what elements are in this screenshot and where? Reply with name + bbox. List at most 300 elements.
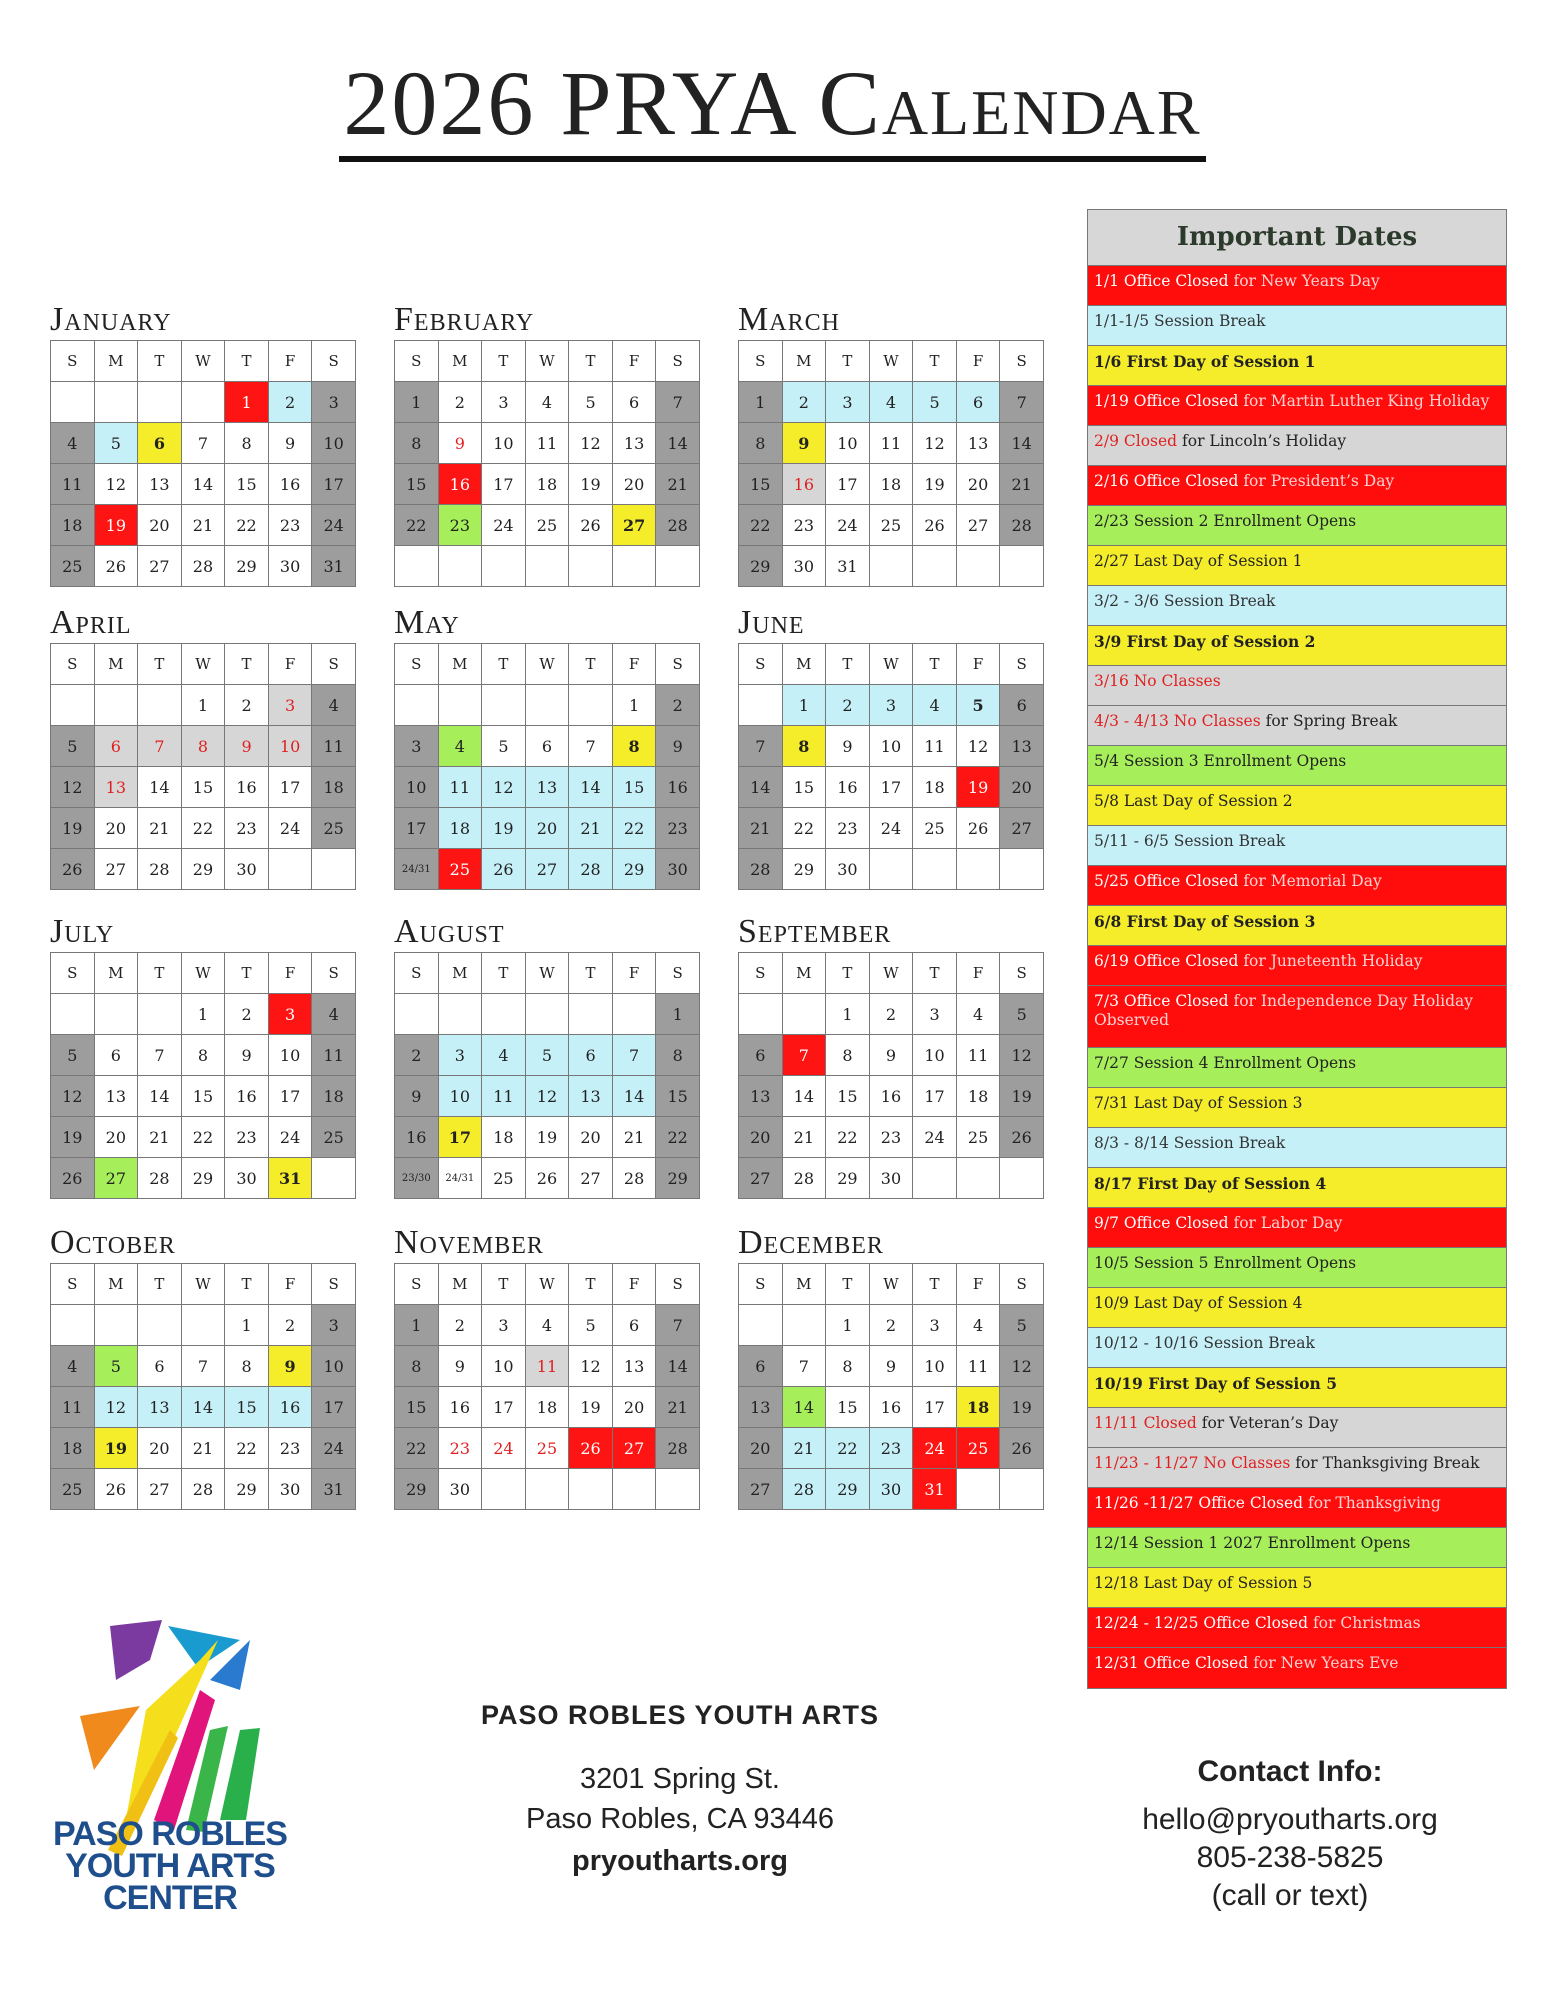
day-cell: 23	[268, 1428, 312, 1469]
day-header: S	[51, 341, 95, 382]
day-cell: 31	[268, 1158, 312, 1199]
day-cell: 2	[395, 1035, 439, 1076]
day-cell: 19	[525, 1117, 569, 1158]
day-cell: 25	[51, 546, 95, 587]
day-cell: 30	[656, 849, 700, 890]
day-header: T	[138, 341, 182, 382]
day-cell: 5	[1000, 1305, 1044, 1346]
day-cell: 20	[94, 1117, 138, 1158]
day-cell: 29	[181, 1158, 225, 1199]
month-table	[394, 952, 700, 1199]
day-cell: 25	[869, 505, 913, 546]
day-cell	[569, 1469, 613, 1510]
day-cell: 13	[138, 464, 182, 505]
day-header: T	[569, 953, 613, 994]
month-name: May	[394, 604, 460, 641]
day-header: S	[656, 644, 700, 685]
day-header: M	[438, 953, 482, 994]
day-cell: 2	[869, 1305, 913, 1346]
important-dates-list	[1088, 266, 1506, 1688]
day-header: M	[782, 1264, 826, 1305]
day-cell: 24	[482, 1428, 526, 1469]
day-cell: 20	[739, 1117, 783, 1158]
day-cell: 5	[956, 685, 1000, 726]
important-date-item	[1088, 1368, 1506, 1408]
day-cell: 9	[782, 423, 826, 464]
day-cell	[913, 1158, 957, 1199]
day-cell	[656, 1469, 700, 1510]
important-date-item	[1088, 1408, 1506, 1448]
day-cell	[1000, 1469, 1044, 1510]
day-cell: 10	[312, 1346, 356, 1387]
day-header: S	[739, 341, 783, 382]
week-row	[739, 505, 1044, 546]
month-table	[50, 340, 356, 587]
event-reason: for Thanksgiving	[1303, 1494, 1441, 1512]
day-cell: 30	[869, 1469, 913, 1510]
day-header: S	[51, 953, 95, 994]
day-cell: 18	[482, 1117, 526, 1158]
day-cell: 3	[482, 1305, 526, 1346]
day-cell: 26	[51, 849, 95, 890]
day-cell: 10	[438, 1076, 482, 1117]
day-cell: 4	[51, 423, 95, 464]
day-cell: 10	[268, 1035, 312, 1076]
day-cell: 10	[268, 726, 312, 767]
day-cell: 1	[782, 685, 826, 726]
day-header: W	[869, 953, 913, 994]
week-row	[51, 1035, 356, 1076]
day-cell: 16	[826, 767, 870, 808]
day-cell: 7	[739, 726, 783, 767]
day-cell: 2	[656, 685, 700, 726]
day-cell: 20	[1000, 767, 1044, 808]
day-cell: 4	[956, 1305, 1000, 1346]
day-cell: 6	[138, 1346, 182, 1387]
day-cell	[482, 546, 526, 587]
day-cell: 13	[739, 1076, 783, 1117]
day-cell: 28	[181, 546, 225, 587]
day-cell: 29	[826, 1158, 870, 1199]
day-header: M	[438, 644, 482, 685]
day-cell: 19	[569, 1387, 613, 1428]
day-header: M	[438, 341, 482, 382]
day-cell: 14	[138, 767, 182, 808]
day-header: S	[395, 1264, 439, 1305]
day-cell: 4	[525, 382, 569, 423]
important-date-item	[1088, 946, 1506, 986]
event-date: 3/2 - 3/6 Session Break	[1094, 592, 1276, 610]
day-cell: 14	[782, 1387, 826, 1428]
day-cell: 6	[612, 382, 656, 423]
contact-email[interactable]: hello@pryoutharts.org	[1142, 1803, 1438, 1836]
event-date: 11/11 Closed	[1094, 1414, 1197, 1432]
day-cell: 29	[395, 1469, 439, 1510]
week-row	[395, 808, 700, 849]
day-cell: 17	[869, 767, 913, 808]
day-cell: 6	[94, 726, 138, 767]
day-cell: 18	[956, 1387, 1000, 1428]
day-cell: 18	[312, 1076, 356, 1117]
day-cell: 13	[569, 1076, 613, 1117]
day-cell: 9	[438, 423, 482, 464]
week-row	[51, 1469, 356, 1510]
day-cell: 6	[94, 1035, 138, 1076]
day-cell	[1000, 849, 1044, 890]
day-cell: 9	[656, 726, 700, 767]
day-cell: 19	[913, 464, 957, 505]
day-header: M	[94, 341, 138, 382]
month-table	[394, 340, 700, 587]
week-row	[739, 1076, 1044, 1117]
day-header: T	[225, 341, 269, 382]
day-cell: 4	[438, 726, 482, 767]
day-cell: 20	[525, 808, 569, 849]
day-cell: 14	[656, 1346, 700, 1387]
week-row	[395, 423, 700, 464]
week-row	[395, 505, 700, 546]
day-header: S	[1000, 953, 1044, 994]
day-cell	[525, 1469, 569, 1510]
day-header: T	[138, 644, 182, 685]
contact-note: (call or text)	[1211, 1879, 1369, 1912]
day-cell: 3	[482, 382, 526, 423]
week-row	[739, 1428, 1044, 1469]
day-header: M	[782, 341, 826, 382]
day-cell: 15	[395, 1387, 439, 1428]
day-header-row	[51, 644, 356, 685]
month-table	[50, 952, 356, 1199]
day-cell: 24/31	[438, 1158, 482, 1199]
day-cell: 7	[656, 1305, 700, 1346]
event-reason: for Independence Day Holiday Observed	[1094, 992, 1474, 1030]
day-cell: 20	[94, 808, 138, 849]
day-cell: 11	[525, 1346, 569, 1387]
day-cell	[312, 1158, 356, 1199]
day-cell	[956, 1158, 1000, 1199]
day-cell: 18	[956, 1076, 1000, 1117]
day-header-row	[51, 341, 356, 382]
day-cell: 14	[569, 767, 613, 808]
day-cell: 29	[782, 849, 826, 890]
day-header: T	[913, 341, 957, 382]
day-header: S	[656, 341, 700, 382]
day-cell: 25	[312, 1117, 356, 1158]
day-cell: 21	[1000, 464, 1044, 505]
day-cell: 9	[395, 1076, 439, 1117]
day-cell: 27	[94, 849, 138, 890]
week-row	[739, 685, 1044, 726]
day-cell: 7	[1000, 382, 1044, 423]
day-cell: 29	[225, 1469, 269, 1510]
day-header: W	[181, 1264, 225, 1305]
day-header: F	[268, 953, 312, 994]
event-date: 1/19 Office Closed	[1094, 392, 1239, 410]
day-header: W	[525, 953, 569, 994]
day-cell: 8	[225, 1346, 269, 1387]
event-date: 2/9 Closed	[1094, 432, 1178, 450]
day-cell: 23	[782, 505, 826, 546]
event-date: 10/12 - 10/16 Session Break	[1094, 1334, 1315, 1352]
day-cell: 14	[739, 767, 783, 808]
week-row	[395, 1117, 700, 1158]
week-row	[395, 1035, 700, 1076]
week-row	[395, 1428, 700, 1469]
day-cell: 10	[826, 423, 870, 464]
week-row	[395, 1158, 700, 1199]
day-cell: 7	[782, 1035, 826, 1076]
month-june	[738, 603, 1044, 890]
event-reason: for New Years Eve	[1248, 1654, 1399, 1672]
day-header: T	[482, 1264, 526, 1305]
event-reason: for Spring Break	[1260, 712, 1398, 730]
day-cell: 23	[225, 808, 269, 849]
day-cell: 22	[739, 505, 783, 546]
day-cell	[51, 994, 95, 1035]
day-cell	[656, 546, 700, 587]
day-cell: 1	[826, 1305, 870, 1346]
day-header: S	[51, 1264, 95, 1305]
day-cell: 6	[612, 1305, 656, 1346]
day-cell: 4	[312, 994, 356, 1035]
day-cell	[739, 1305, 783, 1346]
day-header: W	[869, 644, 913, 685]
day-cell: 22	[782, 808, 826, 849]
day-cell: 23	[869, 1428, 913, 1469]
day-cell	[395, 546, 439, 587]
important-date-item	[1088, 1568, 1506, 1608]
day-cell: 30	[826, 849, 870, 890]
important-date-item	[1088, 1608, 1506, 1648]
day-cell: 15	[395, 464, 439, 505]
week-row	[51, 464, 356, 505]
day-cell: 12	[956, 726, 1000, 767]
day-cell	[138, 382, 182, 423]
day-cell: 27	[138, 1469, 182, 1510]
day-cell: 30	[438, 1469, 482, 1510]
day-cell: 31	[826, 546, 870, 587]
day-cell: 5	[94, 423, 138, 464]
day-header: M	[94, 1264, 138, 1305]
day-cell: 23	[268, 505, 312, 546]
event-date: 9/7 Office Closed	[1094, 1214, 1229, 1232]
day-cell: 18	[525, 464, 569, 505]
day-cell	[525, 994, 569, 1035]
important-date-item	[1088, 506, 1506, 546]
event-date: 5/25 Office Closed	[1094, 872, 1239, 890]
week-row	[739, 1469, 1044, 1510]
day-cell: 26	[956, 808, 1000, 849]
day-cell: 24	[869, 808, 913, 849]
event-date: 2/23 Session 2 Enrollment Opens	[1094, 512, 1357, 530]
day-header: S	[312, 1264, 356, 1305]
important-dates-panel	[1087, 209, 1507, 1689]
month-table	[738, 1263, 1044, 1510]
day-header-row	[51, 953, 356, 994]
day-cell	[438, 685, 482, 726]
day-cell: 8	[181, 1035, 225, 1076]
day-cell: 22	[395, 505, 439, 546]
week-row	[51, 1076, 356, 1117]
day-cell: 27	[956, 505, 1000, 546]
day-cell: 13	[525, 767, 569, 808]
event-date: 1/1-1/5 Session Break	[1094, 312, 1266, 330]
day-header: T	[482, 341, 526, 382]
event-reason: for Memorial Day	[1238, 872, 1382, 890]
important-date-item	[1088, 1488, 1506, 1528]
day-header: S	[1000, 341, 1044, 382]
week-row	[51, 808, 356, 849]
day-cell: 22	[225, 1428, 269, 1469]
day-cell: 2	[782, 382, 826, 423]
day-cell: 15	[225, 464, 269, 505]
day-cell: 12	[569, 423, 613, 464]
page-title: 2026 PRYA Calendar	[0, 50, 1545, 156]
day-cell: 18	[913, 767, 957, 808]
day-cell: 21	[656, 1387, 700, 1428]
day-cell: 4	[482, 1035, 526, 1076]
day-cell: 10	[312, 423, 356, 464]
event-reason: for Christmas	[1308, 1614, 1421, 1632]
contact-info	[1060, 1755, 1520, 1915]
day-header-row	[739, 1264, 1044, 1305]
day-header: W	[181, 644, 225, 685]
day-header: F	[612, 341, 656, 382]
week-row	[739, 1346, 1044, 1387]
event-date: 5/4 Session 3 Enrollment Opens	[1094, 752, 1347, 770]
week-row	[51, 1387, 356, 1428]
day-header: M	[782, 644, 826, 685]
day-header: T	[826, 1264, 870, 1305]
day-cell: 25	[525, 505, 569, 546]
day-cell: 5	[913, 382, 957, 423]
important-date-item	[1088, 546, 1506, 586]
contact-heading: Contact Info:	[1197, 1755, 1383, 1788]
day-cell: 9	[268, 423, 312, 464]
month-april	[50, 603, 356, 890]
day-cell: 11	[525, 423, 569, 464]
day-cell: 2	[225, 994, 269, 1035]
day-header: S	[739, 1264, 783, 1305]
day-cell: 6	[525, 726, 569, 767]
month-name: March	[738, 301, 840, 338]
event-date: 1/1 Office Closed	[1094, 272, 1229, 290]
day-cell: 5	[569, 382, 613, 423]
important-date-item	[1088, 746, 1506, 786]
day-cell	[138, 685, 182, 726]
day-cell: 16	[268, 1387, 312, 1428]
important-date-item	[1088, 266, 1506, 306]
day-cell: 28	[612, 1158, 656, 1199]
day-cell: 6	[1000, 685, 1044, 726]
day-cell: 11	[913, 726, 957, 767]
month-table	[394, 643, 700, 890]
day-cell: 19	[94, 1428, 138, 1469]
event-date: 1/6 First Day of Session 1	[1094, 352, 1316, 371]
day-cell: 8	[395, 423, 439, 464]
day-cell: 16	[656, 767, 700, 808]
day-cell: 6	[956, 382, 1000, 423]
day-header-row	[739, 341, 1044, 382]
event-date: 5/8 Last Day of Session 2	[1094, 792, 1293, 810]
day-cell	[395, 685, 439, 726]
day-cell: 18	[51, 505, 95, 546]
event-date: 10/9 Last Day of Session 4	[1094, 1294, 1303, 1312]
event-date: 12/14 Session 1 2027 Enrollment Opens	[1094, 1534, 1411, 1552]
day-header-row	[395, 341, 700, 382]
day-header-row	[395, 953, 700, 994]
event-date: 6/19 Office Closed	[1094, 952, 1239, 970]
day-header: F	[268, 1264, 312, 1305]
day-cell: 8	[225, 423, 269, 464]
contact-phone[interactable]: 805-238-5825	[1196, 1841, 1384, 1874]
day-cell: 24	[312, 1428, 356, 1469]
day-cell: 27	[739, 1158, 783, 1199]
day-cell: 12	[51, 767, 95, 808]
day-cell	[956, 1469, 1000, 1510]
day-header: T	[225, 1264, 269, 1305]
event-date: 8/17 First Day of Session 4	[1094, 1174, 1327, 1193]
day-cell: 13	[612, 423, 656, 464]
day-header: S	[1000, 644, 1044, 685]
day-cell: 21	[138, 1117, 182, 1158]
day-header-row	[395, 1264, 700, 1305]
day-cell: 17	[268, 1076, 312, 1117]
day-cell: 2	[268, 382, 312, 423]
day-cell	[138, 1305, 182, 1346]
week-row	[739, 726, 1044, 767]
week-row	[51, 382, 356, 423]
week-row	[739, 849, 1044, 890]
day-cell: 18	[438, 808, 482, 849]
day-cell: 26	[569, 1428, 613, 1469]
day-header: F	[956, 1264, 1000, 1305]
day-cell: 9	[826, 726, 870, 767]
important-date-item	[1088, 1168, 1506, 1208]
day-cell: 11	[438, 767, 482, 808]
day-cell	[913, 546, 957, 587]
day-cell: 13	[94, 767, 138, 808]
week-row	[51, 1346, 356, 1387]
day-cell: 8	[395, 1346, 439, 1387]
day-cell	[739, 685, 783, 726]
day-header: F	[956, 953, 1000, 994]
day-header: T	[225, 953, 269, 994]
website-link[interactable]: pryoutharts.org	[572, 1845, 788, 1877]
day-cell: 17	[913, 1076, 957, 1117]
day-cell: 27	[569, 1158, 613, 1199]
day-cell	[94, 382, 138, 423]
week-row	[739, 808, 1044, 849]
important-date-item	[1088, 306, 1506, 346]
day-header: F	[612, 953, 656, 994]
day-cell: 23	[438, 1428, 482, 1469]
day-cell: 11	[312, 726, 356, 767]
important-date-item	[1088, 986, 1506, 1048]
day-cell: 21	[569, 808, 613, 849]
day-cell: 2	[268, 1305, 312, 1346]
day-header: S	[51, 644, 95, 685]
day-cell: 28	[138, 1158, 182, 1199]
day-header: M	[438, 1264, 482, 1305]
day-cell: 14	[612, 1076, 656, 1117]
month-name: February	[394, 301, 535, 338]
day-cell: 5	[51, 1035, 95, 1076]
important-date-item	[1088, 1128, 1506, 1168]
event-date: 5/11 - 6/5 Session Break	[1094, 832, 1286, 850]
day-cell: 8	[739, 423, 783, 464]
week-row	[739, 382, 1044, 423]
